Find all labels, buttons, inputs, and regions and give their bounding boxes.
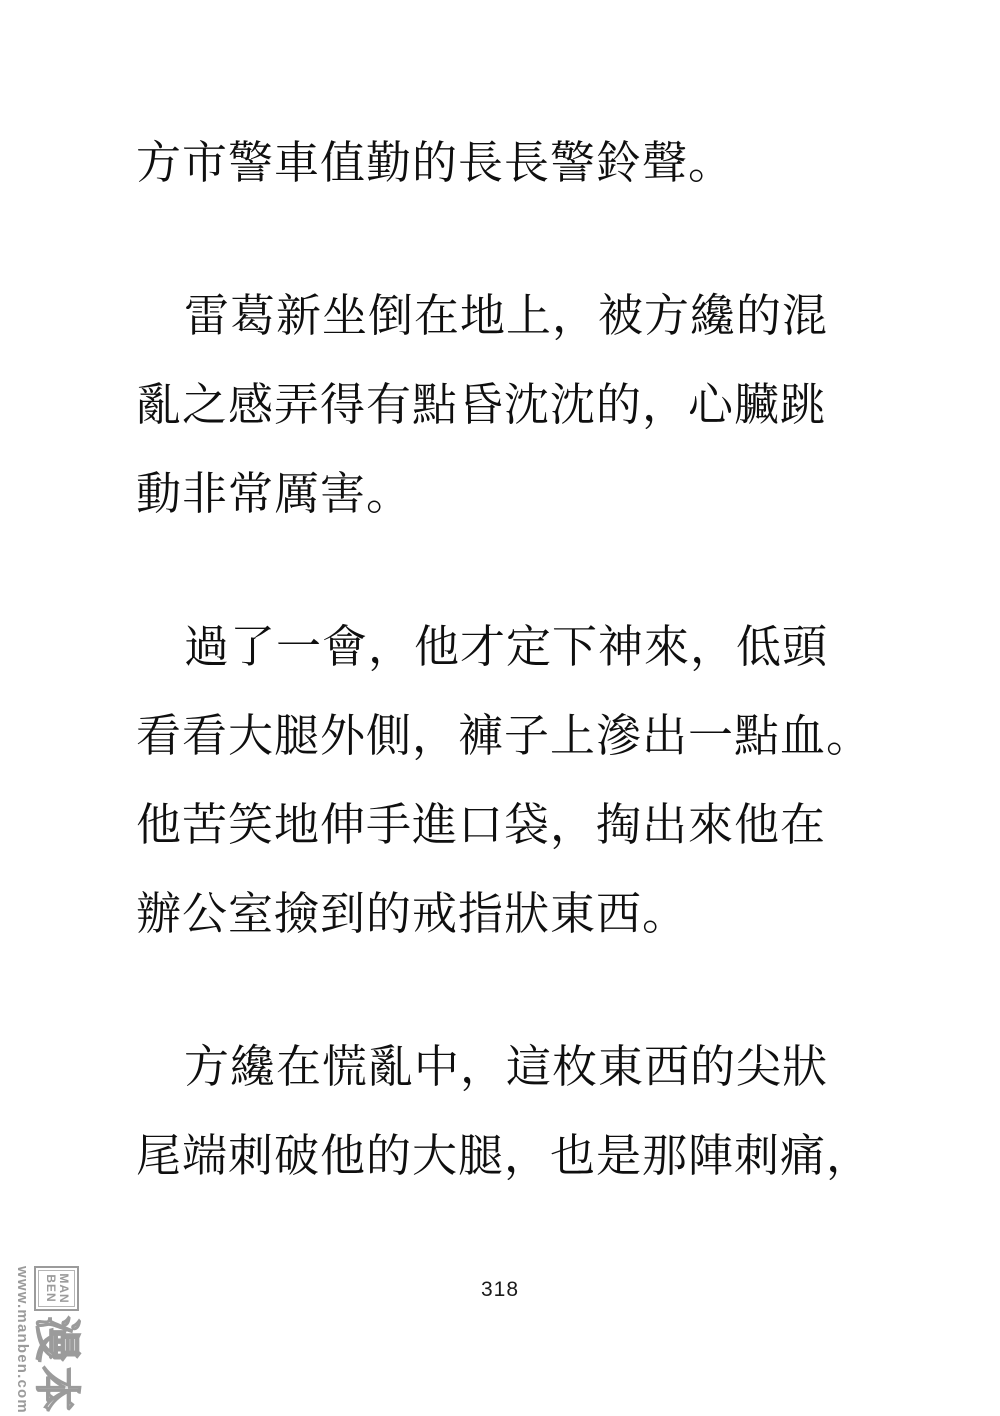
text-line: 雷葛新坐倒在地上，被方纔的混 xyxy=(184,290,829,341)
manben-logo-text-bottom: BEN xyxy=(44,1274,58,1303)
text-line: 動非常厲害。 xyxy=(136,468,413,519)
text-line: 辦公室撿到的戒指狀東西。 xyxy=(136,888,689,939)
paragraph xyxy=(136,271,926,538)
text-line: 他苦笑地伸手進口袋，掏出來他在 xyxy=(136,799,827,850)
manben-logo-icon xyxy=(35,1266,80,1311)
text-line: 看看大腿外側，褲子上滲出一點血。 xyxy=(136,710,873,761)
manben-logo-characters: 漫本 xyxy=(31,1316,83,1416)
paragraph xyxy=(136,602,926,958)
body-text xyxy=(136,118,926,1200)
text-line: 過了一會，他才定下神來，低頭 xyxy=(184,621,829,672)
manben-logo-row xyxy=(31,1266,83,1416)
manben-logo-text-top: MAN xyxy=(57,1273,71,1304)
manben-watermark xyxy=(14,1266,83,1416)
text-line: 方纔在慌亂中，這枚東西的尖狀 xyxy=(184,1041,829,1092)
text-line: 方市警車值勤的長長警鈴聲。 xyxy=(136,137,735,188)
manben-url: www.manben.com xyxy=(14,1266,31,1414)
page-number: 318 xyxy=(480,1278,520,1301)
paragraph xyxy=(136,118,926,207)
paragraph xyxy=(136,1022,926,1200)
text-line: 亂之感弄得有點昏沈沈的，心臟跳 xyxy=(136,379,827,430)
text-line: 尾端刺破他的大腿，也是那陣刺痛， xyxy=(136,1130,873,1181)
